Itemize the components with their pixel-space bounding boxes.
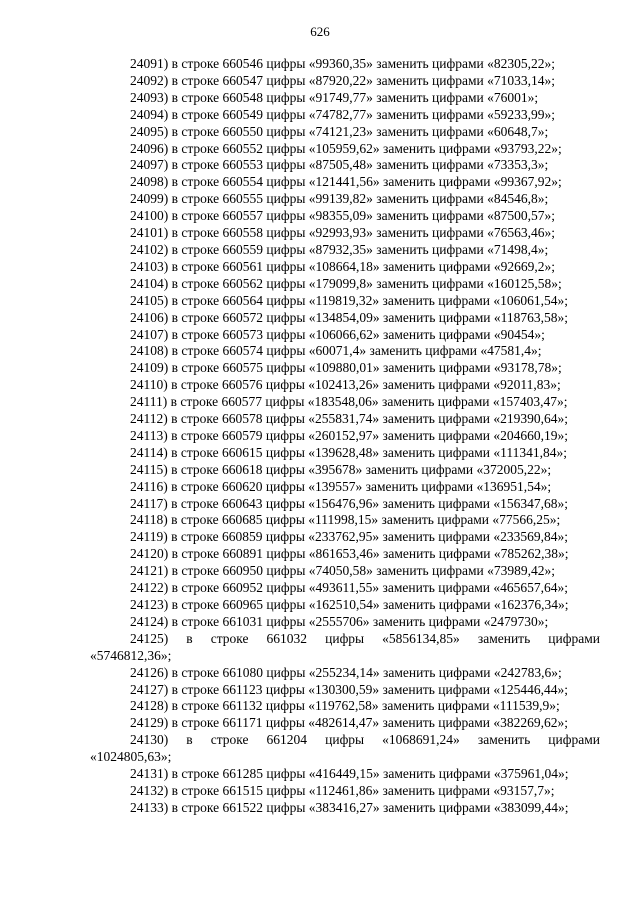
list-item-line: «5746812,36»; (90, 647, 172, 663)
list-item: 24128) в строке 661132 цифры «119762,58» заменить цифрами «111539,9»; (130, 698, 560, 714)
list-item: 24129) в строке 661171 цифры «482614,47» заменить цифрами «382269,62»; (130, 715, 568, 731)
list-item: 24118) в строке 660685 цифры «111998,15» заменить цифрами «77566,25»; (130, 512, 561, 528)
list-item: 24108) в строке 660574 цифры «60071,4» заменить цифрами «47581,4»; (130, 343, 542, 359)
list-item: 24100) в строке 660557 цифры «98355,09» заменить цифрами «87500,57»; (130, 208, 555, 224)
list-item: 24119) в строке 660859 цифры «233762,95» заменить цифрами «233569,84»; (130, 529, 568, 545)
list-item: 24114) в строке 660615 цифры «139628,48» заменить цифрами «111341,84»; (130, 444, 567, 460)
list-item: 24117) в строке 660643 цифры «156476,96» заменить цифрами «156347,68»; (130, 495, 568, 511)
list-item: 24095) в строке 660550 цифры «74121,23» заменить цифрами «60648,7»; (130, 123, 549, 139)
list-item: 24132) в строке 661515 цифры «112461,86» заменить цифрами «93157,7»; (130, 782, 555, 798)
list-item: 24126) в строке 661080 цифры «255234,14» заменить цифрами «242783,6»; (130, 664, 562, 680)
list-item: 24107) в строке 660573 цифры «106066,62» заменить цифрами «90454»; (130, 326, 545, 342)
list-item: 24110) в строке 660576 цифры «102413,26» заменить цифрами «92011,83»; (130, 377, 561, 393)
page-number: 626 (310, 24, 330, 39)
list-item: 24116) в строке 660620 цифры «139557» заменить цифрами «136951,54»; (130, 478, 552, 494)
list-item-line: 24125) в строке 661032 цифры «5856134,85» заменить цифрами (130, 630, 600, 646)
list-item: 24102) в строке 660559 цифры «87932,35» заменить цифрами «71498,4»; (130, 241, 549, 257)
list-item: 24101) в строке 660558 цифры «92993,93» заменить цифрами «76563,46»; (130, 225, 555, 241)
list-item: 24092) в строке 660547 цифры «87920,22» заменить цифрами «71033,14»; (130, 72, 555, 88)
list-item: 24093) в строке 660548 цифры «91749,77» заменить цифрами «76001»; (130, 89, 539, 105)
list-item: 24097) в строке 660553 цифры «87505,48» заменить цифрами «73353,3»; (130, 157, 549, 173)
list-item: 24127) в строке 661123 цифры «130300,59» заменить цифрами «125446,44»; (130, 681, 568, 697)
list-item: 24123) в строке 660965 цифры «162510,54» заменить цифрами «162376,34»; (130, 597, 569, 612)
list-item (90, 631, 600, 665)
list-item: 24131) в строке 661285 цифры «416449,15» заменить цифрами «375961,04»; (130, 766, 569, 782)
list-item: 24124) в строке 661031 цифры «2555706» заменить цифрами «2479730»; (130, 613, 549, 629)
document-body (90, 56, 600, 817)
list-item: 24113) в строке 660579 цифры «260152,97» заменить цифрами «204660,19»; (130, 427, 568, 443)
list-item-line: «1024805,63»; (90, 749, 172, 765)
list-item (90, 732, 600, 766)
list-item-line: 24130) в строке 661204 цифры «1068691,24» заменить цифрами (130, 732, 600, 748)
list-item: 24111) в строке 660577 цифры «183548,06» заменить цифрами «157403,47»; (130, 394, 568, 410)
list-item: 24122) в строке 660952 цифры «493611,55» заменить цифрами «465657,64»; (130, 580, 568, 596)
list-item: 24096) в строке 660552 цифры «105959,62» заменить цифрами «93793,22»; (130, 140, 562, 156)
list-item: 24094) в строке 660549 цифры «74782,77» заменить цифрами «59233,99»; (130, 106, 555, 122)
list-item: 24103) в строке 660561 цифры «108664,18» заменить цифрами «92669,2»; (130, 258, 555, 274)
list-item: 24099) в строке 660555 цифры «99139,82» заменить цифрами «84546,8»; (130, 191, 549, 207)
list-item: 24105) в строке 660564 цифры «119819,32» заменить цифрами «106061,54»; (130, 292, 568, 308)
list-item: 24109) в строке 660575 цифры «109880,01» заменить цифрами «93178,78»; (130, 360, 562, 376)
list-item: 24121) в строке 660950 цифры «74050,58» заменить цифрами «73989,42»; (130, 563, 555, 579)
list-item: 24098) в строке 660554 цифры «121441,56» заменить цифрами «99367,92»; (130, 174, 562, 190)
list-item: 24104) в строке 660562 цифры «179099,8» заменить цифрами «160125,58»; (130, 275, 562, 291)
list-item: 24115) в строке 660618 цифры «395678» заменить цифрами «372005,22»; (130, 461, 552, 477)
list-item: 24133) в строке 661522 цифры «383416,27» заменить цифрами «383099,44»; (130, 799, 569, 815)
list-item: 24112) в строке 660578 цифры «255831,74» заменить цифрами «219390,64»; (130, 411, 568, 427)
list-item: 24120) в строке 660891 цифры «861653,46» заменить цифрами «785262,38»; (130, 546, 569, 562)
list-item: 24106) в строке 660572 цифры «134854,09» заменить цифрами «118763,58»; (130, 309, 568, 325)
list-item: 24091) в строке 660546 цифры «99360,35» заменить цифрами «82305,22»; (130, 56, 555, 71)
